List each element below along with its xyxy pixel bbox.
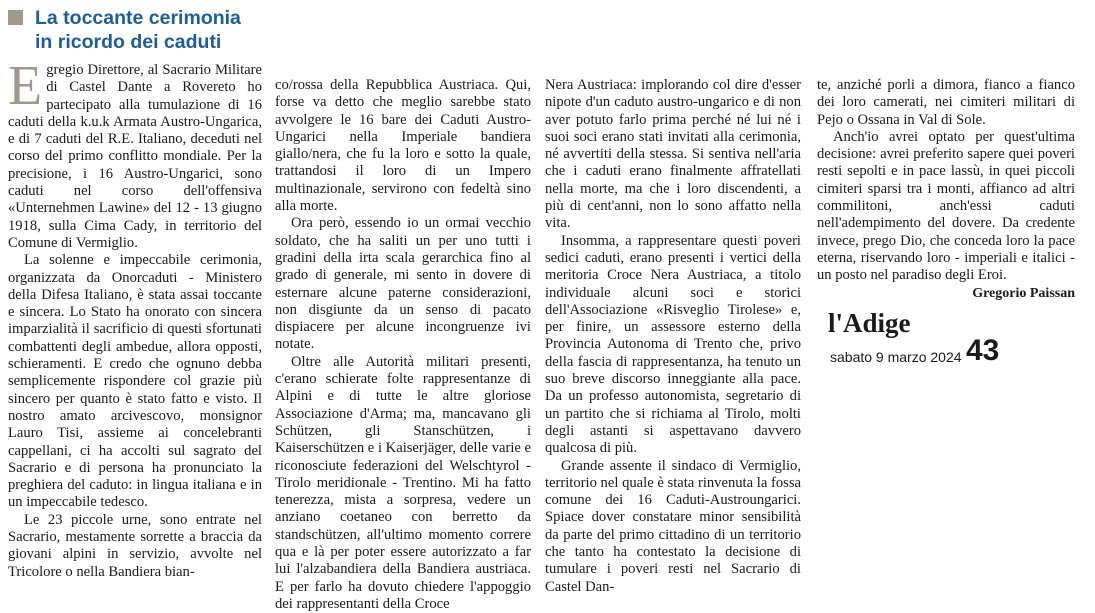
article-paragraph — [8, 55, 262, 252]
headline-marker — [8, 10, 23, 25]
article-paragraph: Anch'io avrei optato per quest'ultima decisione: avrei preferito sapere quei poveri resti sepolti e in pace lassù, in quei piccoli cimiteri sparsi tra i monti, affianco ad altri commilitoni, anch'essi caduti nell'adempimento del dovere. Da credente invece, prego Dio, che conceda loro la pace eterna, riservando loro - imperiali e italici - un posto nel paradiso degli Eroi. — [817, 128, 1075, 284]
article-title — [35, 6, 268, 54]
paragraph-text: gregio Direttore, al Sacrario Militare di Castel Dante a Rovereto ho partecipato alla tumulazione di 16 caduti della k.u.k Armata Austro-Ungarica, e di 7 caduti del R.E. Italiano, deceduti nel corso del primo conflitto mondiale. Per la precisione, i 16 Austro-Ungarici, sono caduti nel corso dell'offensiva «Unternehmen Lawine» del 12 - 13 giugno 1918, sulla Cima Cady, in territorio del Comune di Vermiglio. — [8, 62, 262, 251]
article-column-2 — [275, 77, 531, 613]
article-column-4 — [817, 77, 1075, 302]
article-signature: Gregorio Paissan — [972, 285, 1075, 301]
article-column-1 — [8, 55, 262, 581]
article-paragraph: Nera Austriaca: implorando col dire d'esser nipote d'un caduto austro-ungarico e di non aver potuto farlo prima perché né lui né i suoi soci erano stati invitati alla cerimonia, né avvertiti della stessa. Si sentiva nell'aria che i caduti erano finalmente affratellati nella morte, ma che i loro discendenti, a più di cent'anni, non lo sono affatto nella vita. — [545, 77, 801, 232]
article-paragraph: Le 23 piccole urne, sono entrate nel Sacrario, mestamente sorrette a braccia da giovani alpini in servizio, avvolte nel Tricolore o nella Bandiera bian- — [8, 511, 262, 580]
article-paragraph: Insomma, a rappresentare questi poveri sedici caduti, erano presenti i vertici della meritoria Croce Nera Austriaca, a titolo individuale alcuni soci e storici dell'Associazione «Risveglio Tirolese» e, per finire, un assessore esterno della Provincia Autonoma di Trento che, privo della fascia di rappresentanza, ha tenuto un suo breve discorso inneggiante alla pace. Da un professo autonomista, segretario di un partito che si richiama al Tirolo, molti degli astanti si aspettavano davvero qualcosa di più. — [545, 232, 801, 457]
newspaper-masthead: l'Adige — [828, 308, 911, 338]
article-paragraph: Oltre alle Autorità militari presenti, c'erano schierate folte rappresentanze di Alpini e di tutte le altre gloriose Associazione d'Arma; ma, mancavano gli Schützen, gli Stanschützen, i Kaiserschützen e i Kaiserjäger, delle varie e riconosciute federazioni del Welschtyrol - Tirolo meridionale - Trentino. Mi ha fatto tenerezza, mista a sorpresa, vedere un anziano coetaneo con berretto da standschützen, all'ultimo momento correre qua e là per poter essere autorizzato a far lui l'alzabandiera della Bandiera austriaca. E per farlo ha dovuto chiedere l'appoggio dei rappresentanti della Croce — [275, 353, 531, 612]
edition-date: sabato 9 marzo 2024 — [830, 349, 962, 365]
article-paragraph: La solenne e impeccabile cerimonia, organizzata da Onorcaduti - Ministero della Difesa Italiano, è stata assai toccante e sincera. Lo Stato ha onorato con sincera imparzialità il sacrificio di questi sfortunati combattenti degli ambedue, allora opposti, schieramenti. E credo che ognuno debba semplicemente rispondere col grazie più sincero per quanto è stato fatto e visto. Il nostro amato arcivescovo, monsignor Lauro Tisi, assieme ai concelebranti cappellani, ci ha accolti sul sagrato del Sacrario e di persona ha pronunciato la preghiera del caduto: in lingua italiana e in un impeccabile tedesco. — [8, 252, 262, 511]
article-column-3 — [545, 77, 801, 596]
article-headline — [8, 6, 268, 54]
article-title-line1: La toccante cerimonia — [35, 7, 241, 29]
article-paragraph: Ora però, essendo io un ormai vecchio soldato, che ha saliti un per uno tutti i gradini della irta scala gerarchica fino al grado di generale, mi sento in dovere di esternare alcune paterne considerazioni, non disgiunte da un senso di pacato dispiacere per alcune incongruenze ivi notate. — [275, 215, 531, 353]
article-paragraph: co/rossa della Repubblica Austriaca. Qui, forse va detto che meglio sarebbe stato avvolgere le 16 bare dei Caduti Austro-Ungarici nella Imperiale bandiera giallo/nera, che fu la loro e sotto la quale, trattandosi il loro di un Impero multinazionale, servirono con fedeltà sino alla morte. — [275, 77, 531, 215]
article-paragraph: te, anziché porli a dimora, fianco a fianco dei loro camerati, nei cimiteri militari di Pejo o Ossana in Val di Sole. — [817, 77, 1075, 128]
article-paragraph: Grande assente il sindaco di Vermiglio, territorio nel quale è stata rinvenuta la fossa comune dei 16 Caduti-Austroungarici. Spiace dover constatare minor sensibilità da parte del primo cittadino di un territorio che tanto ha contestato la decisione di tumulare i poveri resti nel Sacrario di Castel Dan- — [545, 457, 801, 595]
page-number: 43 — [966, 334, 1000, 367]
article-title-line2: in ricordo dei caduti — [35, 31, 222, 53]
drop-cap: E — [8, 55, 43, 117]
